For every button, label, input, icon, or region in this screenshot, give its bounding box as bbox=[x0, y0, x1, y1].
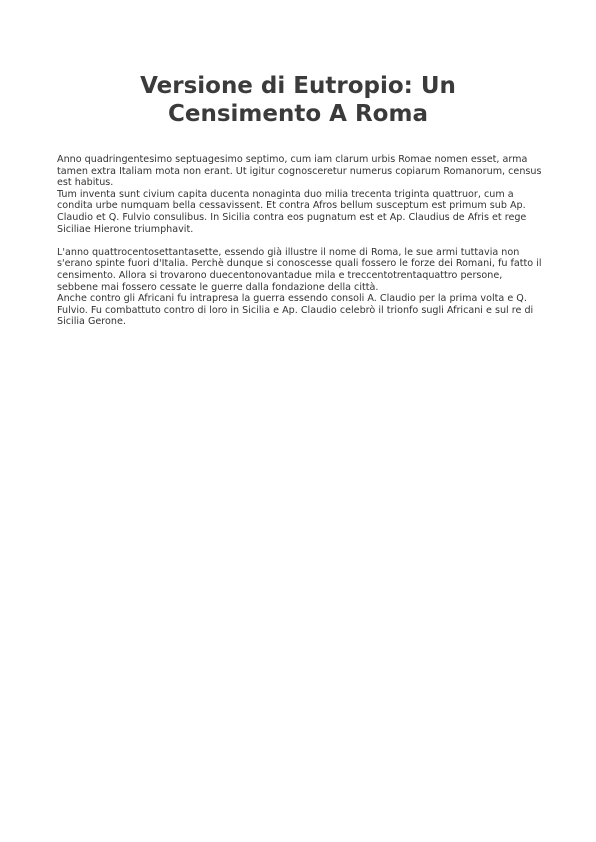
title-line-2: Censimento A Roma bbox=[168, 101, 428, 127]
italian-paragraph-2: Anche contro gli Africani fu intrapresa la guerra essendo consoli A. Claudio per la prima volta e Q. Fulvio. Fu combattuto contro di loro in Sicilia e Ap. Claudio celebrò il trionfo sugli Africani e sul re di Sicilia Gerone. bbox=[57, 293, 534, 328]
paragraph-spacer bbox=[57, 235, 542, 247]
italian-paragraph-1: L'anno quattrocentosettantasette, essendo già illustre il nome di Roma, le sue armi tuttavia non s'erano spinte fuori d'Italia. Perchè dunque si conoscesse quali fossero le forze dei Romani, fu fatto il censimento. Allora si trovarono duecentonovantadue mila e treccentotrentaquattro persone, sebbene mai fossero cessate le guerre dalla fondazione della città. bbox=[57, 246, 542, 293]
document-title bbox=[40, 72, 556, 128]
title-line-1: Versione di Eutropio: Un bbox=[140, 73, 456, 99]
latin-paragraph-2: Tum inventa sunt civium capita ducenta nonaginta duo milia trecenta triginta quattruor, cum a condita urbe numquam bella cessavissent. Et contra Afros bellum susceptum est primum sub Ap. Claudio et Q. Fulvio consulibus. In Sicilia contra eos pugnatum est et Ap. Claudius de Afris et rege Siciliae Hierone triumphavit. bbox=[57, 188, 527, 235]
document-body bbox=[57, 154, 542, 328]
latin-paragraph-1: Anno quadringentesimo septuagesimo septimo, cum iam clarum urbis Romae nomen esset, arma tamen extra Italiam mota non erant. Ut igitur cognosceretur numerus copiarum Romanorum, census est habitus. bbox=[57, 154, 542, 189]
